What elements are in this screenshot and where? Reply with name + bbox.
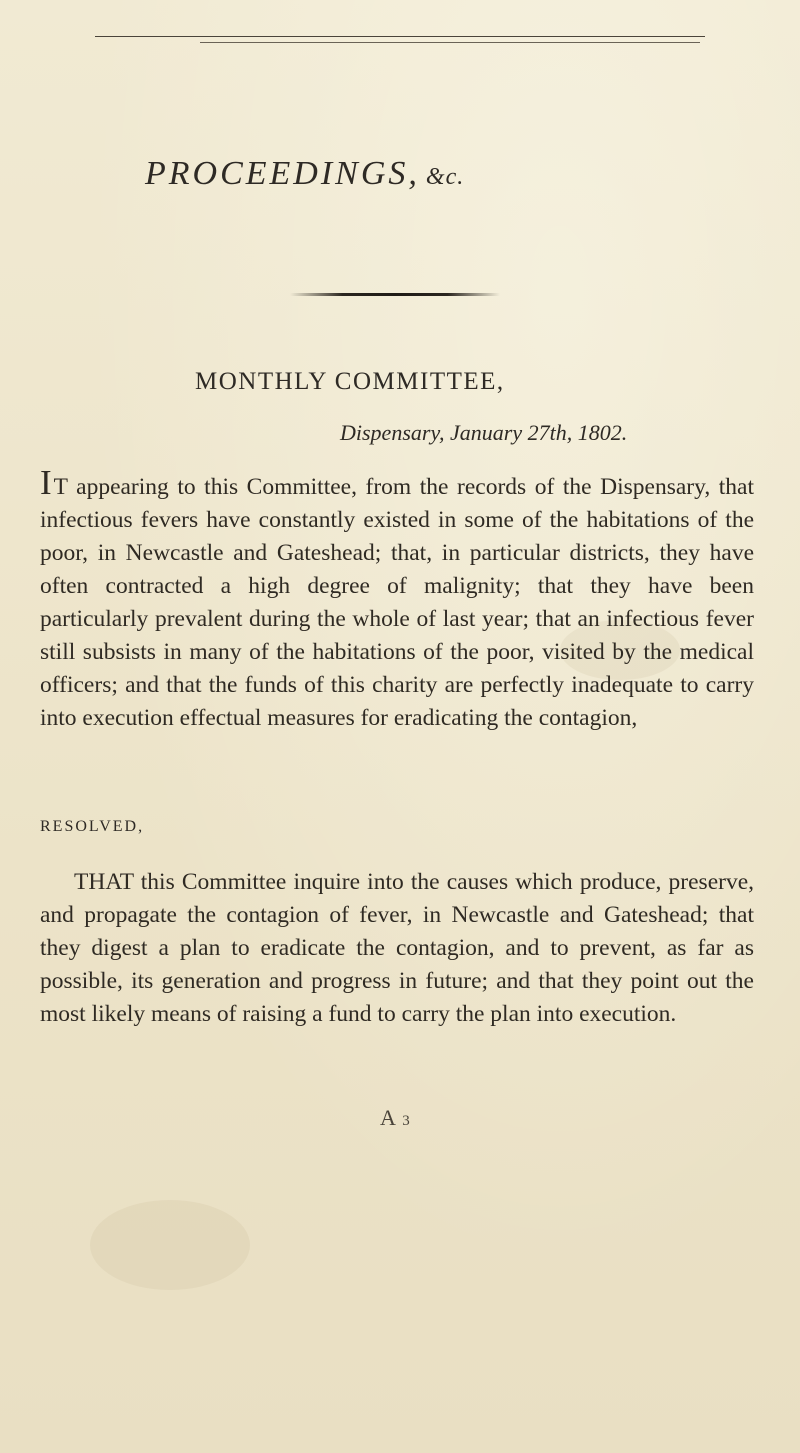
dateline: Dispensary, January 27th, 1802. — [340, 420, 628, 445]
printer-signature-mark — [380, 1105, 410, 1131]
drop-cap: I — [40, 463, 52, 502]
signature-letter: A — [380, 1105, 395, 1130]
ornamental-divider — [290, 293, 500, 296]
preamble-text: T appearing to this Committee, from the records of the Dispensary, that infectious fevers have constantly existed in some of the habitations of the poor, in Newcastle and Gateshead; that, in particular districts, they have often contracted a high degree of malignity; that they have been particularly prevalent during the whole of last year; that an infectious fever still subsists in many of the habitations of the poor, visited by the medical officers; and that the funds of this charity are perfectly inadequate to carry into execution effectual measures for eradicating the contagion, — [40, 474, 754, 731]
preamble-paragraph — [40, 463, 754, 735]
signature-number: 3 — [402, 1113, 410, 1129]
section-title: MONTHLY COMMITTEE, — [195, 368, 505, 395]
top-rule-secondary — [200, 42, 700, 43]
paper-stain — [90, 1200, 250, 1290]
heading-main: PROCEEDINGS, — [145, 155, 420, 192]
top-rule — [95, 36, 705, 37]
heading-etc: &c. — [425, 164, 465, 190]
resolution-paragraph: THAT this Committee inquire into the causes which produce, preserve, and propagate the contagion of fever, in Newcastle and Gateshead; that they digest a plan to eradicate the contagion, and to prevent, as far as possible, its generation and progress in future; and that they point out the most likely means of raising a fund to carry the plan into execution. — [40, 869, 754, 1027]
resolved-label: RESOLVED, — [40, 818, 145, 835]
page-heading — [145, 155, 665, 193]
